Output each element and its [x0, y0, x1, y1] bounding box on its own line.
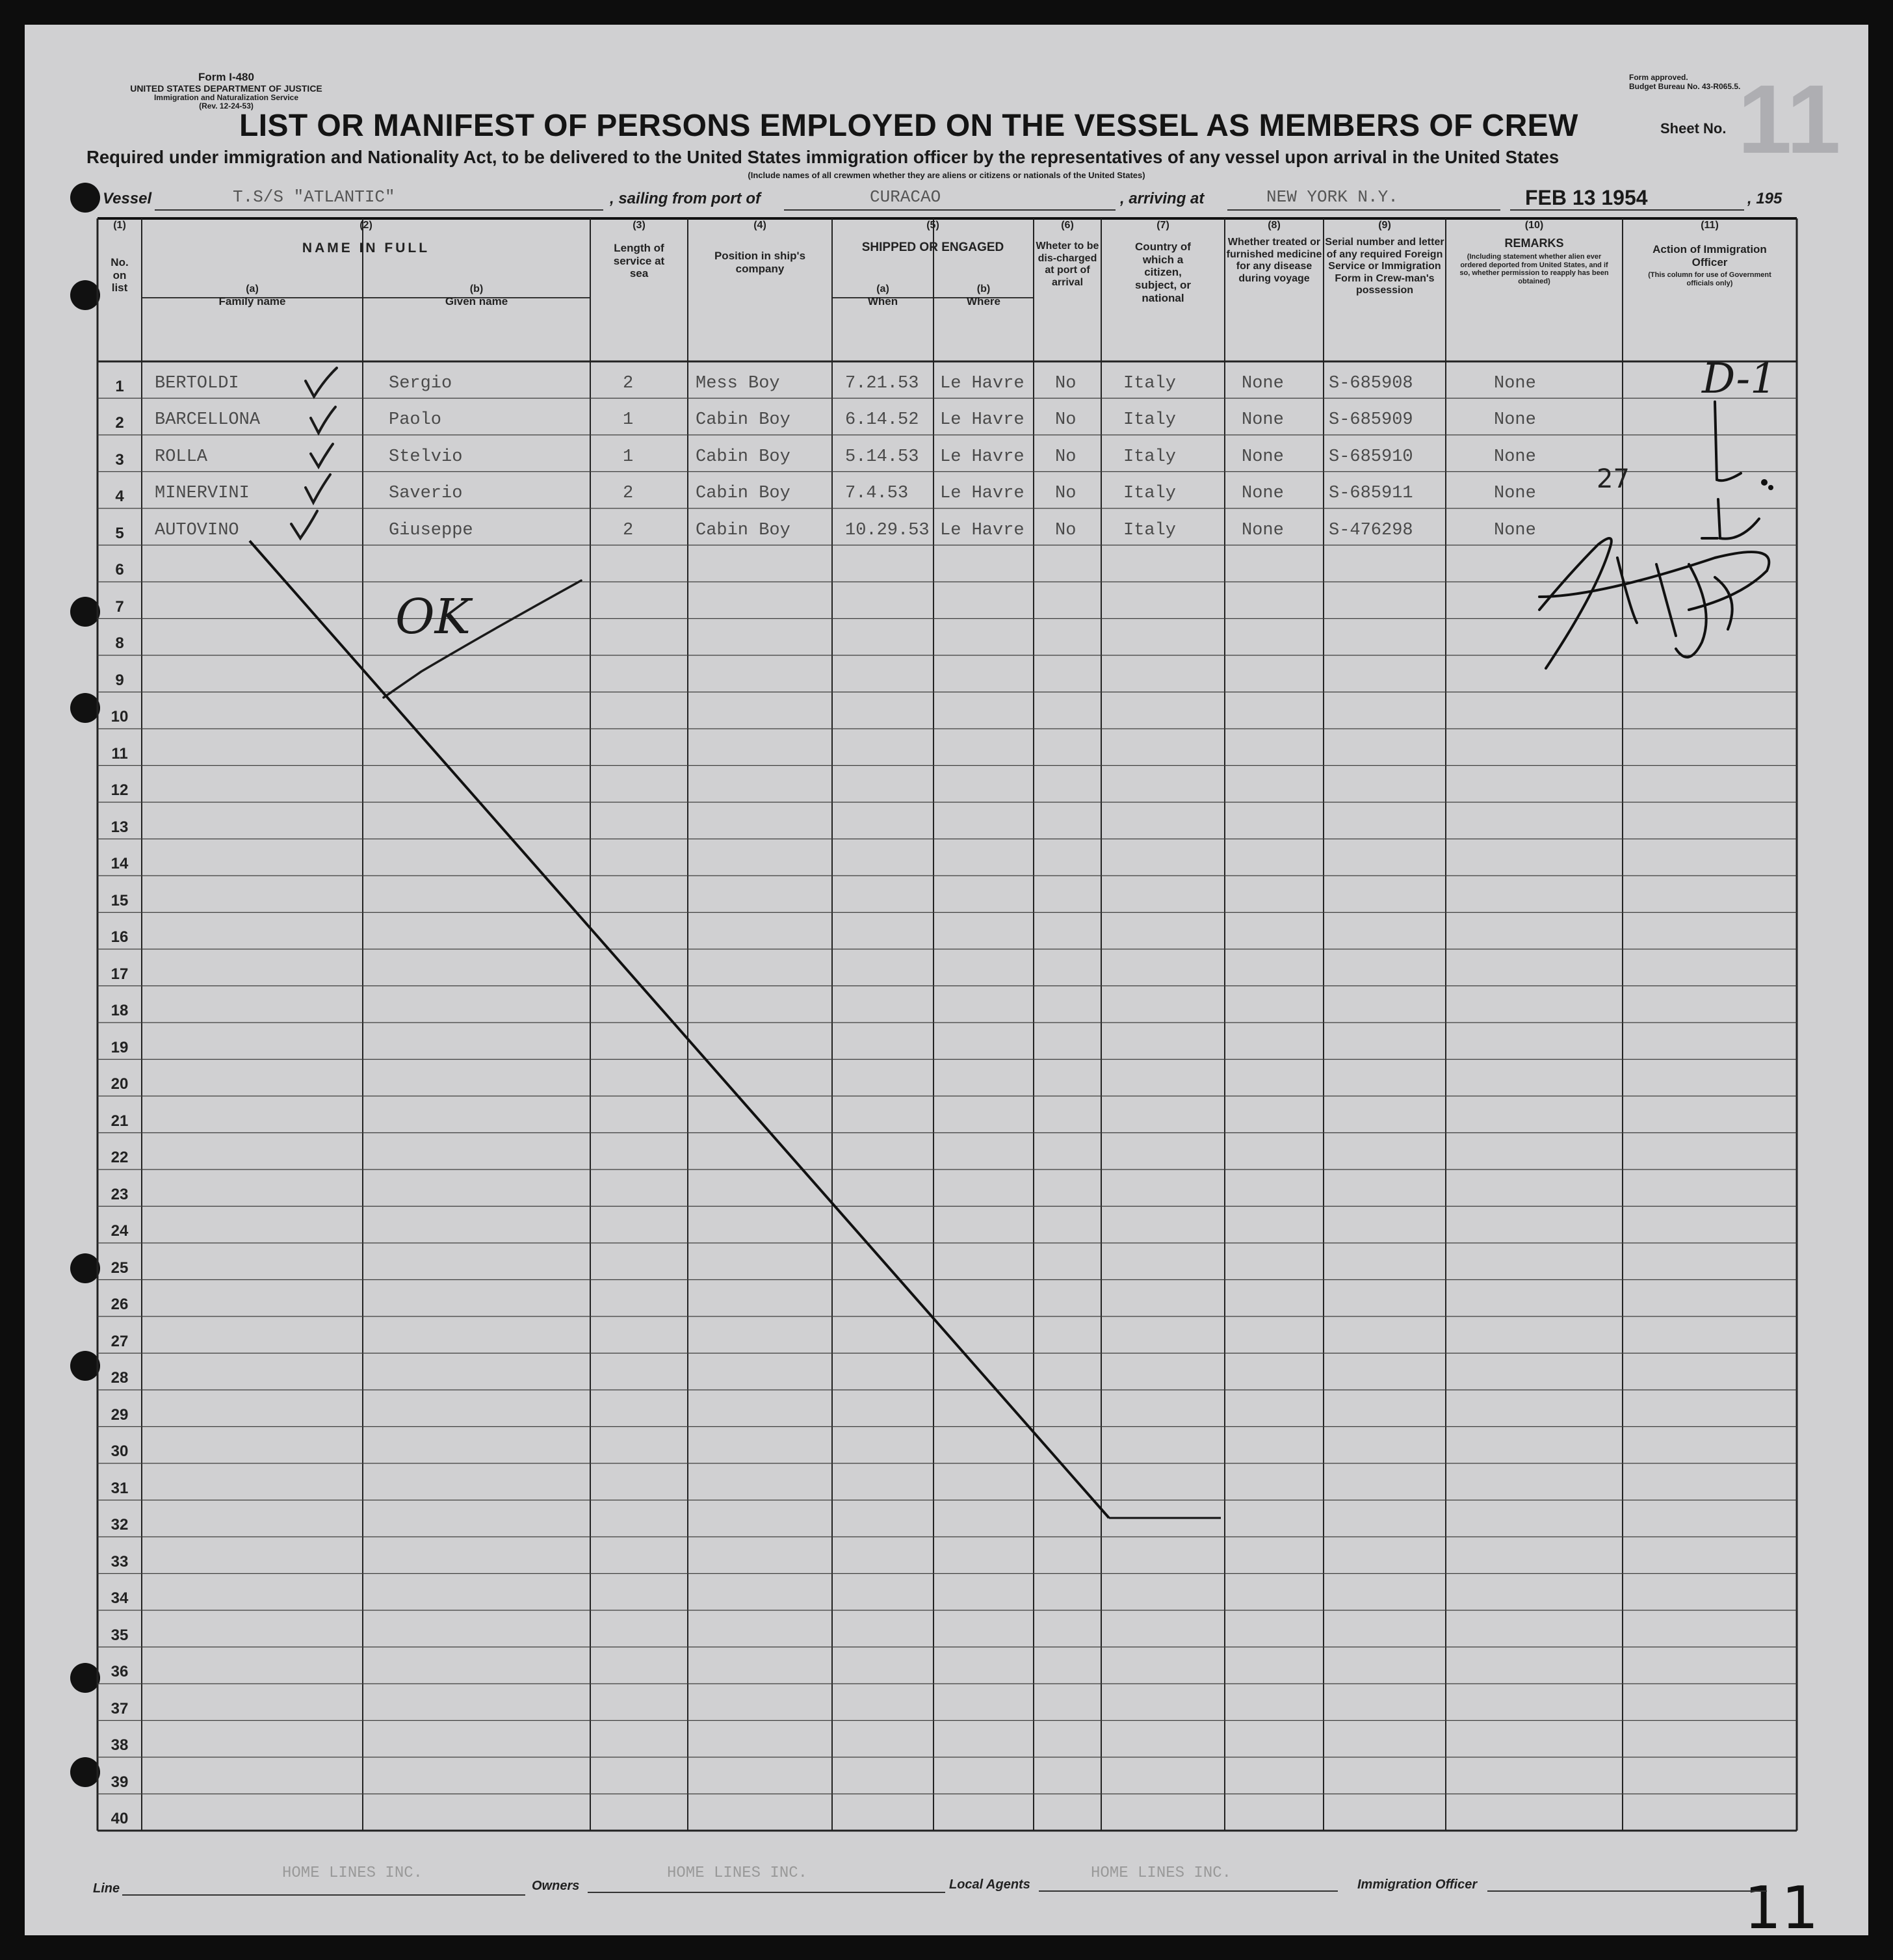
- handwriting-layer: [25, 25, 1868, 1935]
- position-cell: Cabin Boy: [696, 520, 790, 540]
- row-number: 2: [115, 414, 124, 432]
- col-number: (7): [1156, 220, 1169, 231]
- page-title: LIST OR MANIFEST OF PERSONS EMPLOYED ON THE VESSEL AS MEMBERS OF CREW: [239, 109, 1578, 143]
- row-number: 35: [111, 1626, 129, 1644]
- subtitle: Required under immigration and Nationality Act, to be delivered to the United States immigration officer by the representatives of any vessel upon arrival in the United States: [86, 147, 1560, 167]
- check-mark-icon: [311, 444, 333, 467]
- officer-label: Immigration Officer: [1357, 1877, 1478, 1892]
- remarks-cell: None: [1494, 484, 1536, 503]
- shipped-when-cell: 6.14.52: [845, 410, 919, 430]
- row-number: 5: [115, 524, 124, 542]
- vessel-name: T.S/S "ATLANTIC": [233, 187, 395, 207]
- service-length-cell: 2: [623, 520, 634, 540]
- col-label: Family name: [218, 295, 286, 308]
- medicine-cell: None: [1242, 447, 1284, 467]
- col-number: (1): [113, 220, 126, 231]
- shipped-when-cell: 10.29.53: [845, 520, 930, 540]
- col-note: (This column for use of Government officials only): [1648, 271, 1771, 288]
- col-number: (4): [753, 220, 766, 231]
- row-number: 9: [115, 671, 124, 689]
- position-cell: Mess Boy: [696, 373, 780, 393]
- row-number: 17: [111, 965, 129, 983]
- col-number: (8): [1268, 220, 1281, 231]
- col-label: Where: [967, 295, 1000, 308]
- check-mark-icon: [306, 368, 337, 397]
- serial-number-cell: S-476298: [1329, 520, 1413, 540]
- form-number: Form I-480: [198, 71, 254, 83]
- shipped-where-cell: Le Havre: [940, 373, 1025, 393]
- owners-value: HOME LINES INC.: [667, 1864, 808, 1882]
- position-cell: Cabin Boy: [696, 447, 790, 467]
- check-mark-icon: [291, 511, 317, 538]
- col-number: (3): [633, 220, 646, 231]
- row-number: 20: [111, 1075, 129, 1093]
- row-number: 33: [111, 1552, 129, 1571]
- row-number: 18: [111, 1002, 129, 1019]
- given-name-cell: Saverio: [389, 484, 463, 503]
- medicine-cell: None: [1242, 410, 1284, 430]
- check-mark-icon: [306, 475, 330, 503]
- col-label: Given name: [445, 295, 508, 308]
- officer-signature: [1539, 538, 1769, 668]
- arriving-label: , arriving at: [1120, 190, 1205, 207]
- sheet-number: 11: [1738, 64, 1841, 174]
- port-of-arrival: NEW YORK N.Y.: [1266, 187, 1398, 207]
- col-label: Position in ship's company: [714, 250, 806, 275]
- officer-marks: [1702, 402, 1772, 539]
- col-number: (10): [1524, 220, 1544, 231]
- ok-handwriting: OK: [395, 589, 471, 645]
- position-cell: Cabin Boy: [696, 484, 790, 503]
- row-number: 14: [111, 855, 129, 872]
- col-note: (Including statement whether alien ever ordered deported from United States, and if so, whether permission to reapply has been obtained): [1459, 253, 1609, 285]
- col-number: (11): [1701, 220, 1719, 231]
- col-label: Length of service at sea: [613, 242, 665, 280]
- col-number: (2): [359, 220, 372, 231]
- d1-handwriting: D-1: [1702, 355, 1777, 403]
- year-label: , 195: [1747, 190, 1782, 207]
- col-number: (b): [469, 283, 484, 294]
- remarks-cell: None: [1494, 373, 1536, 393]
- service-length-cell: 1: [623, 447, 634, 467]
- family-name-cell: ROLLA: [155, 447, 208, 467]
- medicine-cell: None: [1242, 520, 1284, 540]
- row-number: 24: [111, 1222, 129, 1240]
- country-cell: Italy: [1123, 447, 1177, 467]
- col-label: Country of which a citizen, subject, or national: [1135, 241, 1191, 304]
- given-name-cell: Stelvio: [389, 447, 463, 467]
- strike-through-line: [250, 541, 1109, 1518]
- row-number: 32: [111, 1516, 129, 1534]
- col-label: Wheter to be dis-charged at port of arrival: [1036, 241, 1099, 288]
- discharge-cell: No: [1055, 520, 1077, 540]
- family-name-cell: AUTOVINO: [155, 520, 239, 540]
- medicine-cell: None: [1242, 484, 1284, 503]
- shipped-where-cell: Le Havre: [940, 447, 1025, 467]
- country-cell: Italy: [1123, 484, 1177, 503]
- department: UNITED STATES DEPARTMENT OF JUSTICE: [130, 83, 322, 94]
- row-number: 11: [111, 744, 128, 763]
- row-number: 27: [111, 1332, 129, 1350]
- agents-value: HOME LINES INC.: [1091, 1864, 1232, 1882]
- row-number: 16: [111, 928, 129, 946]
- agents-underline: [1039, 1890, 1338, 1892]
- given-name-cell: Sergio: [389, 373, 452, 393]
- line-value: HOME LINES INC.: [282, 1864, 423, 1882]
- country-cell: Italy: [1123, 410, 1177, 430]
- medicine-cell: None: [1242, 373, 1284, 393]
- row-number: 21: [111, 1112, 129, 1130]
- col-number: (a): [246, 283, 259, 294]
- row-number: 38: [111, 1736, 129, 1754]
- handwritten-27: 27: [1597, 464, 1630, 494]
- port-of-departure: CURACAO: [870, 187, 941, 207]
- col-label: SHIPPED OR ENGAGED: [861, 241, 1004, 255]
- row-number: 15: [111, 891, 129, 909]
- discharge-cell: No: [1055, 410, 1077, 430]
- country-cell: Italy: [1123, 520, 1177, 540]
- col-number: (a): [876, 283, 889, 294]
- shipped-when-cell: 7.4.53: [845, 484, 909, 503]
- check-mark-icon: [311, 407, 335, 433]
- row-number: 28: [111, 1369, 129, 1387]
- row-number: 29: [111, 1405, 129, 1424]
- col-label: When: [867, 295, 898, 308]
- row-number: 8: [115, 634, 124, 652]
- col-number: (b): [976, 283, 991, 294]
- row-number: 19: [111, 1038, 129, 1056]
- position-cell: Cabin Boy: [696, 410, 790, 430]
- row-number: 7: [115, 597, 124, 616]
- line-underline: [122, 1894, 525, 1896]
- row-number: 1: [115, 377, 124, 395]
- row-number: 25: [111, 1259, 129, 1277]
- family-name-cell: BARCELLONA: [155, 410, 261, 430]
- service-length-cell: 1: [623, 410, 634, 430]
- service: Immigration and Naturalization Service: [153, 93, 299, 103]
- revision: (Rev. 12-24-53): [199, 101, 254, 111]
- discharge-cell: No: [1055, 484, 1077, 503]
- shipped-where-cell: Le Havre: [940, 484, 1025, 503]
- col-number: (5): [926, 220, 939, 231]
- row-number: 31: [111, 1479, 129, 1497]
- service-length-cell: 2: [623, 373, 634, 393]
- row-number: 26: [111, 1296, 129, 1313]
- discharge-cell: No: [1055, 373, 1077, 393]
- family-name-cell: BERTOLDI: [155, 373, 239, 393]
- col-number: (6): [1061, 220, 1074, 231]
- col-label: Action of Immigration Officer: [1652, 243, 1767, 268]
- row-number: 39: [111, 1773, 129, 1791]
- row-number: 23: [111, 1185, 129, 1203]
- row-number: 40: [111, 1810, 129, 1827]
- line-label: Line: [93, 1881, 120, 1896]
- remarks-cell: None: [1494, 410, 1536, 430]
- officer-underline: [1487, 1890, 1767, 1892]
- serial-number-cell: S-685911: [1329, 484, 1413, 503]
- manifest-sheet: [25, 25, 1868, 1935]
- shipped-when-cell: 5.14.53: [845, 447, 919, 467]
- given-name-cell: Paolo: [389, 410, 442, 430]
- owners-label: Owners: [532, 1879, 580, 1893]
- row-number: 36: [111, 1663, 129, 1680]
- row-number: 22: [111, 1149, 129, 1166]
- col-label: REMARKS: [1504, 237, 1564, 250]
- check-marks: [291, 368, 337, 538]
- family-name-cell: MINERVINI: [155, 484, 250, 503]
- col-number: (9): [1378, 220, 1391, 231]
- given-name-cell: Giuseppe: [389, 520, 473, 540]
- row-number: 4: [115, 488, 124, 505]
- shipped-where-cell: Le Havre: [940, 410, 1025, 430]
- budget-bureau: Budget Bureau No. 43-R065.5.: [1629, 82, 1741, 92]
- col-label: No. on list: [111, 256, 129, 294]
- row-number: 12: [111, 781, 129, 799]
- approval-line: Form approved.: [1629, 73, 1688, 82]
- discharge-cell: No: [1055, 447, 1077, 467]
- serial-number-cell: S-685910: [1329, 447, 1413, 467]
- col-label: Serial number and letter of any required Foreign Service or Immigration Form in Crew-man's possession: [1325, 237, 1444, 296]
- sheet-label: Sheet No.: [1660, 120, 1727, 137]
- row-number: 10: [111, 708, 129, 725]
- serial-number-cell: S-685908: [1329, 373, 1413, 393]
- service-length-cell: 2: [623, 484, 634, 503]
- row-number: 34: [111, 1589, 129, 1607]
- col-label: Whether treated or furnished medicine for any disease during voyage: [1226, 237, 1322, 284]
- arrival-date: FEB 13 1954: [1525, 186, 1648, 209]
- sailing-label: , sailing from port of: [610, 190, 761, 207]
- serial-number-cell: S-685909: [1329, 410, 1413, 430]
- row-number: 6: [115, 561, 124, 579]
- shipped-when-cell: 7.21.53: [845, 373, 919, 393]
- subnote: (Include names of all crewmen whether they are aliens or citizens or nationals of the United States): [748, 170, 1145, 180]
- row-number: 37: [111, 1699, 129, 1718]
- country-cell: Italy: [1123, 373, 1177, 393]
- agents-label: Local Agents: [949, 1877, 1030, 1892]
- owners-underline: [588, 1892, 945, 1893]
- row-number: 3: [115, 451, 124, 469]
- row-number: 13: [111, 818, 129, 836]
- remarks-cell: None: [1494, 520, 1536, 540]
- handwritten-page-number: 11: [1744, 1874, 1819, 1935]
- row-number: 30: [111, 1443, 129, 1460]
- remarks-cell: None: [1494, 447, 1536, 467]
- shipped-where-cell: Le Havre: [940, 520, 1025, 540]
- vessel-label: Vessel: [103, 190, 152, 207]
- col-label: NAME IN FULL: [302, 241, 430, 256]
